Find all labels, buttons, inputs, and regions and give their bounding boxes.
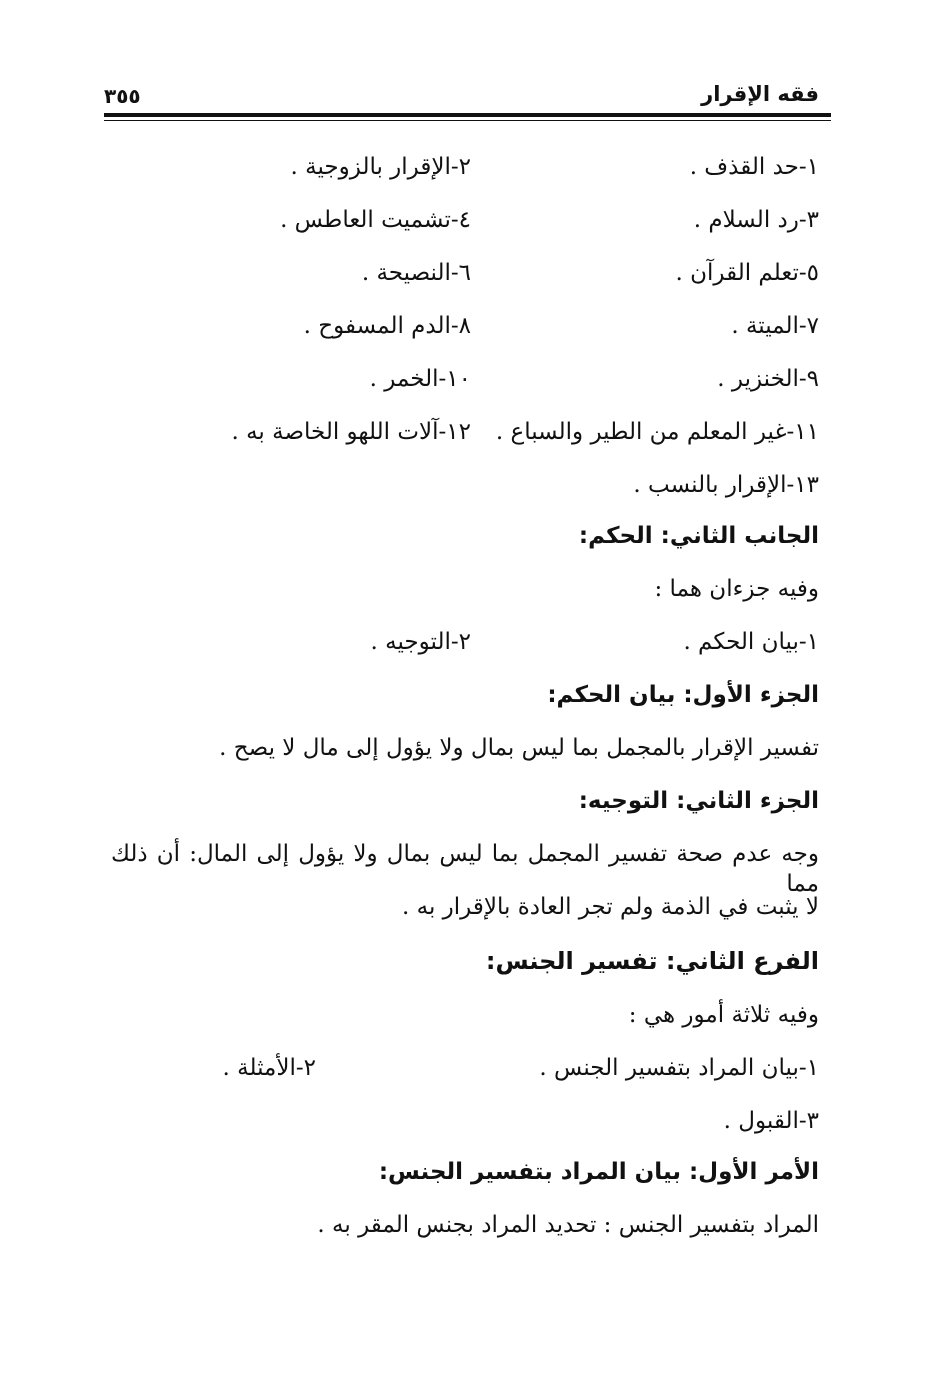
list-item: ٣-القبول . <box>723 1108 819 1134</box>
subsection-heading: الجزء الأول: بيان الحكم: <box>547 682 819 708</box>
list-item: ١-بيان الحكم . <box>683 629 819 655</box>
header-rule-thin <box>104 120 831 121</box>
list-item: ٣-رد السلام . <box>693 207 819 233</box>
list-item: ٨-الدم المسفوح . <box>303 313 471 339</box>
paragraph: تفسير الإقرار بالمجمل بما ليس بمال ولا يؤول إلى مال لا يصح . <box>219 735 819 761</box>
list-item: ٢-الإقرار بالزوجية . <box>290 154 471 180</box>
paragraph-line: لا يثبت في الذمة ولم تجر العادة بالإقرار به . <box>402 894 819 920</box>
list-item: ٢-الأمثلة . <box>222 1055 316 1081</box>
subsection-heading: الأمر الأول: بيان المراد بتفسير الجنس: <box>378 1159 819 1185</box>
branch-heading: الفرع الثاني: تفسير الجنس: <box>485 947 819 975</box>
list-item: ١-حد القذف . <box>689 154 819 180</box>
list-item: ٥-تعلم القرآن . <box>675 260 819 286</box>
list-item: ٩-الخنزير . <box>717 366 819 392</box>
list-item: ١١-غير المعلم من الطير والسباع . <box>495 419 819 445</box>
list-item: ١٠-الخمر . <box>369 366 471 392</box>
running-title: فقه الإقرار <box>701 82 819 106</box>
list-item: ١-بيان المراد بتفسير الجنس . <box>539 1055 819 1081</box>
paragraph-intro: وفيه جزءان هما : <box>654 576 819 602</box>
list-item: ٤-تشميت العاطس . <box>280 207 471 233</box>
list-item: ٦-النصيحة . <box>361 260 471 286</box>
paragraph-line: وجه عدم صحة تفسير المجمل بما ليس بمال ولا يؤول إلى المال: أن ذلك مما <box>111 841 819 897</box>
paragraph: المراد بتفسير الجنس : تحديد المراد بجنس المقر به . <box>317 1212 819 1238</box>
subsection-heading: الجزء الثاني: التوجيه: <box>578 788 819 814</box>
paragraph-intro: وفيه ثلاثة أمور هي : <box>628 1002 819 1028</box>
page-number: ٣٥٥ <box>104 84 141 108</box>
header-rule-thick <box>104 113 831 117</box>
list-item: ١٣-الإقرار بالنسب . <box>633 472 819 498</box>
section-heading-ruling: الجانب الثاني: الحكم: <box>578 523 819 549</box>
list-item: ٧-الميتة . <box>731 313 819 339</box>
list-item: ١٢-آلات اللهو الخاصة به . <box>231 419 471 445</box>
list-item: ٢-التوجيه . <box>370 629 471 655</box>
